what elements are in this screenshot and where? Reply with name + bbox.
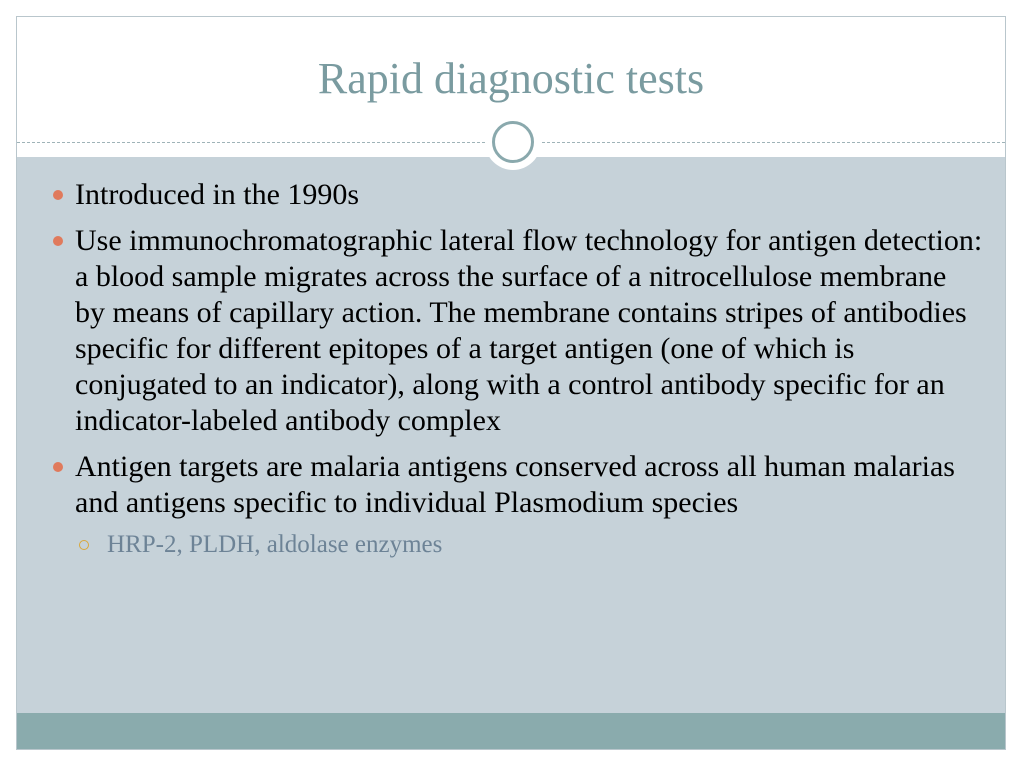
bullet-text: Introduced in the 1990s — [75, 178, 360, 211]
circle-ornament-icon — [485, 114, 541, 170]
bullet-item — [53, 449, 983, 561]
bullet-item — [53, 177, 983, 213]
bullet-list — [53, 177, 983, 571]
filled-circle-bullet-icon — [53, 236, 63, 246]
bullet-text: Antigen targets are malaria antigens conserved across all human malarias and antigens specific to individual Plasmodium species — [75, 450, 955, 519]
filled-circle-bullet-icon — [53, 190, 63, 200]
ornament-ring — [492, 121, 534, 163]
sub-bullet-list — [75, 529, 983, 561]
sub-bullet-item — [75, 529, 983, 561]
slide-frame — [16, 16, 1006, 750]
slide-title: Rapid diagnostic tests — [317, 54, 705, 103]
bottom-bar — [17, 713, 1005, 749]
bullet-item — [53, 223, 983, 439]
hollow-circle-bullet-icon — [79, 540, 89, 550]
bullet-text: Use immunochromatographic lateral flow technology for antigen detection: a blood sample migrates across the surface of a nitrocellulose membrane by means of capillary action. The membrane contains stripes of antibodies specific for different epitopes of a target antigen (one of which is conjugated to an indicator), along with a control antibody specific for an indicator-labeled antibody complex — [75, 224, 983, 437]
sub-bullet-text: HRP-2, PLDH, aldolase enzymes — [107, 531, 443, 558]
filled-circle-bullet-icon — [53, 462, 63, 472]
